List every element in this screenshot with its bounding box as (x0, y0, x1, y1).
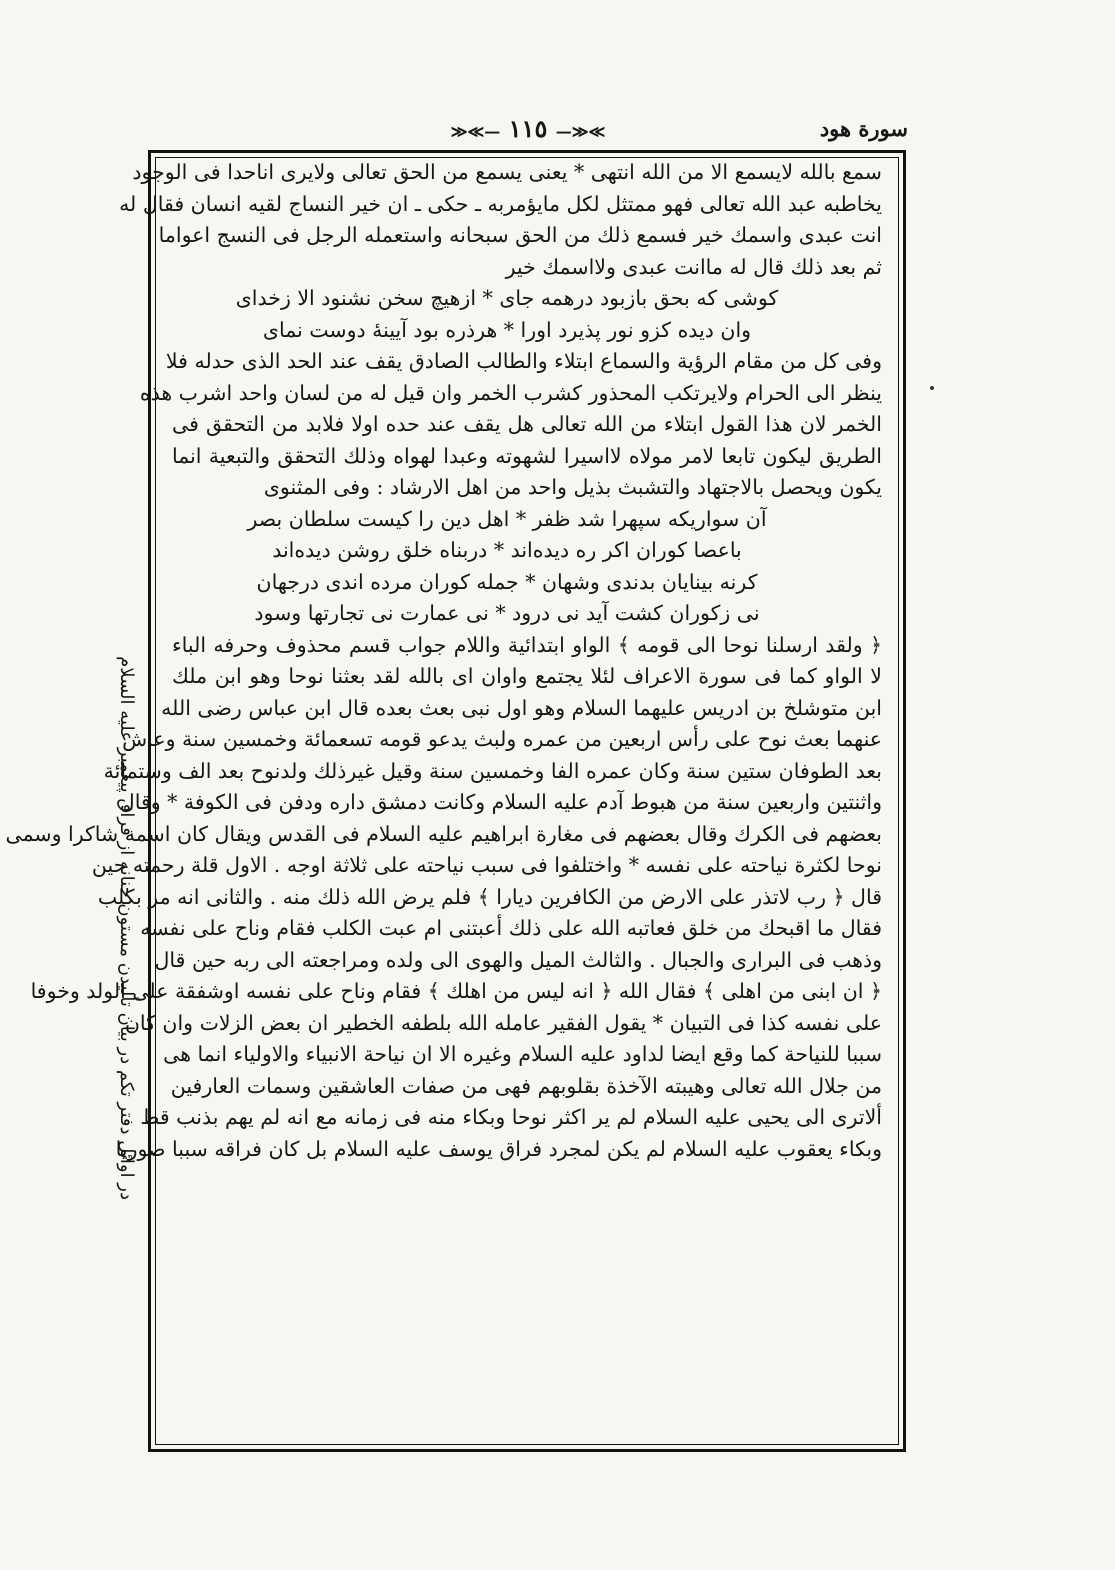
text-line: ألاترى الى يحيى عليه السلام لم ير اكثر نوحا وبكاء منه فى زمانه مع انه لم يهم بذنب قط (140, 1105, 882, 1129)
text-line: وفى كل من مقام الرؤية والسماع ابتلاء والطالب الصادق يقف عند الحد الذى حدله فلا (165, 349, 882, 373)
text-line: وبكاء يعقوب عليه السلام لم يكن لمجرد فراق يوسف عليه السلام بل كان فراقه سببا صوريا (115, 1136, 882, 1161)
text-line: بعد الطوفان ستين سنة وكان عمره الفا وخمسين سنة وقيل غيرذلك ولدنوح بعد الف وستمائة (103, 758, 882, 783)
page-number: ١١٥ (508, 114, 548, 143)
text-line: على نفسه كذا فى التبيان * يقول الفقير عامله الله بلطفه الخطير ان بعض الزلات وان كان (124, 1010, 882, 1035)
text-line: قال ﴿ رب لاتذر على الارض من الكافرين ديارا ﴾ فلم يرض الله ذلك منه . والثانى انه مر بكلب (97, 884, 882, 909)
text-line: انت عبدى واسمك خير فسمع ذلك من الحق سبحانه واستعمله الرجل فى النسج اعواما (158, 223, 882, 247)
text-line: نوحا لكثرة نياحته على نفسه * واختلفوا فى سبب نياحته على ثلاثة اوجه . الاول قلة رحمته حين (91, 853, 882, 877)
page-number-group (451, 114, 605, 143)
text-line: سمع بالله لايسمع الا من الله انتهى * يعنى يسمع من الحق تعالى ولايرى اناحدا فى الوجود (132, 160, 882, 184)
ornament-right: ≫≪— (555, 122, 606, 141)
page-header (148, 110, 908, 146)
text-line: من جلال الله تعالى وهيبته الآخذة بقلوبهم فهى من صفات العاشقين وسمات العارفين (170, 1073, 882, 1098)
verse-line: كرنه بينايان بدندى وشهان * جمله كوران مرده اندى درجهان (256, 569, 758, 594)
text-line: يكون ويحصل بالاجتهاد والتشبث بذيل واحد من اهل الارشاد : وفى المثنوى (263, 475, 882, 499)
ornament-left: —≫≪ (450, 122, 501, 141)
text-line: بعضهم فى الكرك وقال بعضهم فى مغارة ابراهيم عليه السلام فى القدس ويقال كان اسمه شاكرا وسمى (5, 821, 882, 846)
verse-line: آن سواريكه سپهرا شد ظفر * اهل دين را كيست سلطان بصر (247, 506, 767, 531)
verse-line: نى زكوران كشت آيد نى درود * نى عمارت نى تجارتها وسود (254, 601, 760, 625)
text-line: الطريق ليكون تابعا لامر مولاه لااسيرا لشهوته وعبدا لهواه وذلك التحقق والتبعية انما (172, 443, 882, 468)
verse-line: كوشى كه بحق بازبود درهمه جاى * ازهيچ سخن نشنود الا زخداى (235, 286, 779, 310)
text-line: واثنتين واربعين سنة من هبوط آدم عليه السلام وكانت دمشق داره ودفن فى الكوفة * وقال (119, 790, 882, 814)
margin-dot (930, 386, 934, 390)
text-line: ﴿ ان ابنى من اهلى ﴾ فقال الله ﴿ انه ليس من اهلك ﴾ فقام وناح على نفسه اوشفقة على الولد وخوفا (30, 979, 882, 1003)
text-line: فقال ما اقبحك من خلق فعاتبه الله على ذلك أعبتنى ام عبت الكلب فقام وناح على نفسه (140, 916, 882, 940)
text-line: عنهما بعث نوح على رأس اربعين من عمره ولبث يدعو قومه تسعمائة وخمسين سنة وعاش (122, 727, 882, 751)
text-line: ينظر الى الحرام ولايرتكب المحذور كشرب الخمر وان قيل له من لسان واحد اشرب هذه (139, 380, 882, 405)
sura-name: سورة هود (819, 116, 908, 141)
text-line: ثم بعد ذلك قال له ماانت عبدى ولااسمك خير (505, 254, 882, 279)
text-line: سببا للنياحة كما وقع ايضا لداود عليه السلام وغيره الا ان نياحة الانبياء والاولياء انما هى (163, 1042, 882, 1066)
verse-line: وان ديده كزو نور پذيرد اورا * هرذره بود آيينهٔ دوست نماى (262, 317, 752, 342)
verse-line: باعصا كوران اكر ره ديده‌اند * دربناه خلق روشن ديده‌اند (272, 538, 742, 562)
text-line: وذهب فى البرارى والجبال . والثالث الميل والهوى الى ولده ومراجعته الى ربه حين قال (154, 947, 882, 972)
text-line: لا الواو كما فى سورة الاعراف لئلا يجتمع واوان اى بالله لقد بعثنا نوحا وهو ابن ملك (172, 664, 882, 688)
text-line: ابن متوشلخ بن ادريس عليهما السلام وهو اول نبى بعث بعده قال ابن عباس رضى الله (161, 695, 882, 720)
margin-note-text: در اوائل دفتر تكم در بيان تأليدن مستون حنانه از فراق پيغمبر عليه السلام (116, 656, 137, 1200)
text-line: يخاطبه عبد الله تعالى فهو ممتثل لكل مايؤمربه ـ حكى ـ ان خير النساج لقيه انسان فقال له (119, 191, 882, 216)
text-line: الخمر لان هذا القول ابتلاء من الله تعالى هل يقف عند حده اولا فلابد من التحقق فى (172, 412, 882, 436)
text-line: ﴿ ولقد ارسلنا نوحا الى قومه ﴾ الواو ابتدائية واللام جواب قسم محذوف وحرفه الباء (172, 632, 882, 657)
